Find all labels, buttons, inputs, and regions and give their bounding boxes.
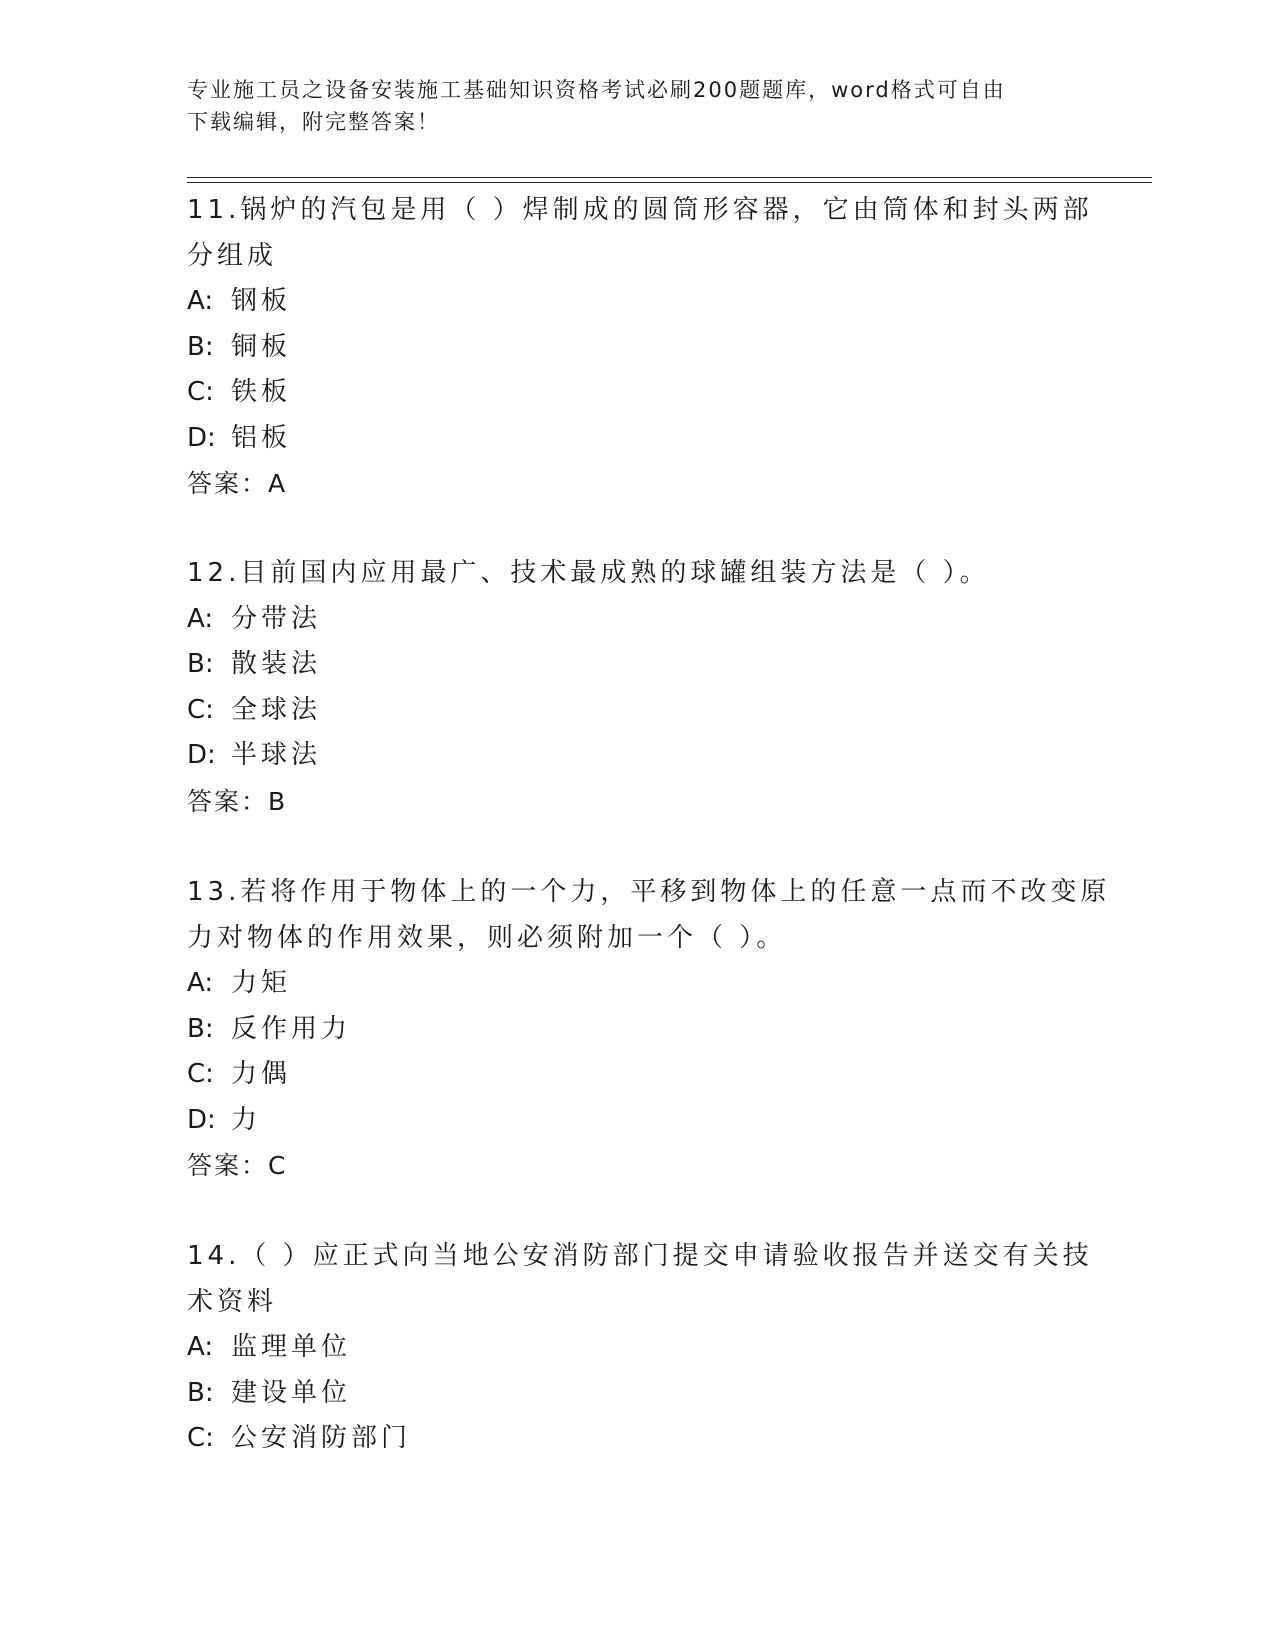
option-d [187,1098,1087,1144]
option-c [187,1416,1087,1462]
option-letter: A: [187,603,214,634]
question-13 [187,870,1111,1189]
question-14 [187,1234,1093,1462]
option-text: 建设单位 [231,1377,352,1408]
answer-line: 答案：B [187,786,288,816]
option-text: 公安消防部门 [231,1423,412,1453]
option-a [187,279,1087,325]
option-c [187,688,1087,734]
option-letter: A: [187,968,214,998]
option-d [187,733,1087,779]
option-letter: D: [187,1104,216,1135]
option-a [187,597,1087,643]
option-a [187,961,1087,1007]
option-text: 半球法 [231,740,322,770]
option-text: 全球法 [231,694,322,725]
option-text: 力偶 [231,1059,292,1089]
option-text: 力 [231,1104,262,1135]
option-letter: D: [187,740,216,770]
document-header [187,74,1067,138]
option-letter: C: [187,1059,214,1089]
option-letter: B: [187,649,214,679]
option-d [187,416,1087,462]
option-a [187,1325,1087,1371]
option-c [187,370,1087,416]
option-text: 反作用力 [231,1013,352,1044]
option-text: 散装法 [231,649,322,679]
option-text: 铁板 [231,377,292,407]
question-text-line: 分组成 [187,240,278,271]
option-letter: C: [187,1423,214,1453]
question-text-line: 12.目前国内应用最广、技术最成熟的球罐组装方法是（ ）。 [187,558,990,588]
question-12 [187,551,1087,824]
option-b [187,325,1087,371]
option-b [187,642,1087,688]
question-text-line: 13.若将作用于物体上的一个力，平移到物体上的任意一点而不改变原 [187,877,1111,907]
answer-line: 答案：A [187,469,288,498]
question-text-line: 14.（ ）应正式向当地公安消防部门提交申请验收报告并送交有关技 [187,1241,1093,1271]
option-letter: C: [187,694,214,725]
option-letter: C: [187,377,214,407]
option-letter: B: [187,331,214,362]
question-11 [187,188,1093,507]
option-text: 钢板 [231,286,292,316]
question-text-line: 11.锅炉的汽包是用（ ）焊制成的圆筒形容器，它由筒体和封头两部 [187,195,1093,225]
option-text: 力矩 [231,968,292,998]
option-letter: A: [187,286,214,316]
option-letter: B: [187,1377,214,1408]
option-letter: A: [187,1332,214,1362]
header-line-2: 下载编辑，附完整答案！ [187,110,440,134]
option-letter: B: [187,1013,214,1044]
option-b [187,1007,1087,1053]
option-text: 监理单位 [231,1332,352,1362]
option-b [187,1371,1087,1417]
header-divider-top [187,177,1152,178]
header-divider-bottom [187,182,1152,183]
option-text: 分带法 [231,603,322,634]
option-text: 铝板 [231,422,292,453]
option-c [187,1052,1087,1098]
option-text: 铜板 [231,331,292,362]
question-text-line: 力对物体的作用效果，则必须附加一个（ ）。 [187,922,787,953]
answer-line: 答案：C [187,1151,288,1180]
header-line-1: 专业施工员之设备安装施工基础知识资格考试必刷200题题库，word格式可自由 [187,78,1006,102]
option-letter: D: [187,422,216,453]
question-text-line: 术资料 [187,1286,278,1317]
